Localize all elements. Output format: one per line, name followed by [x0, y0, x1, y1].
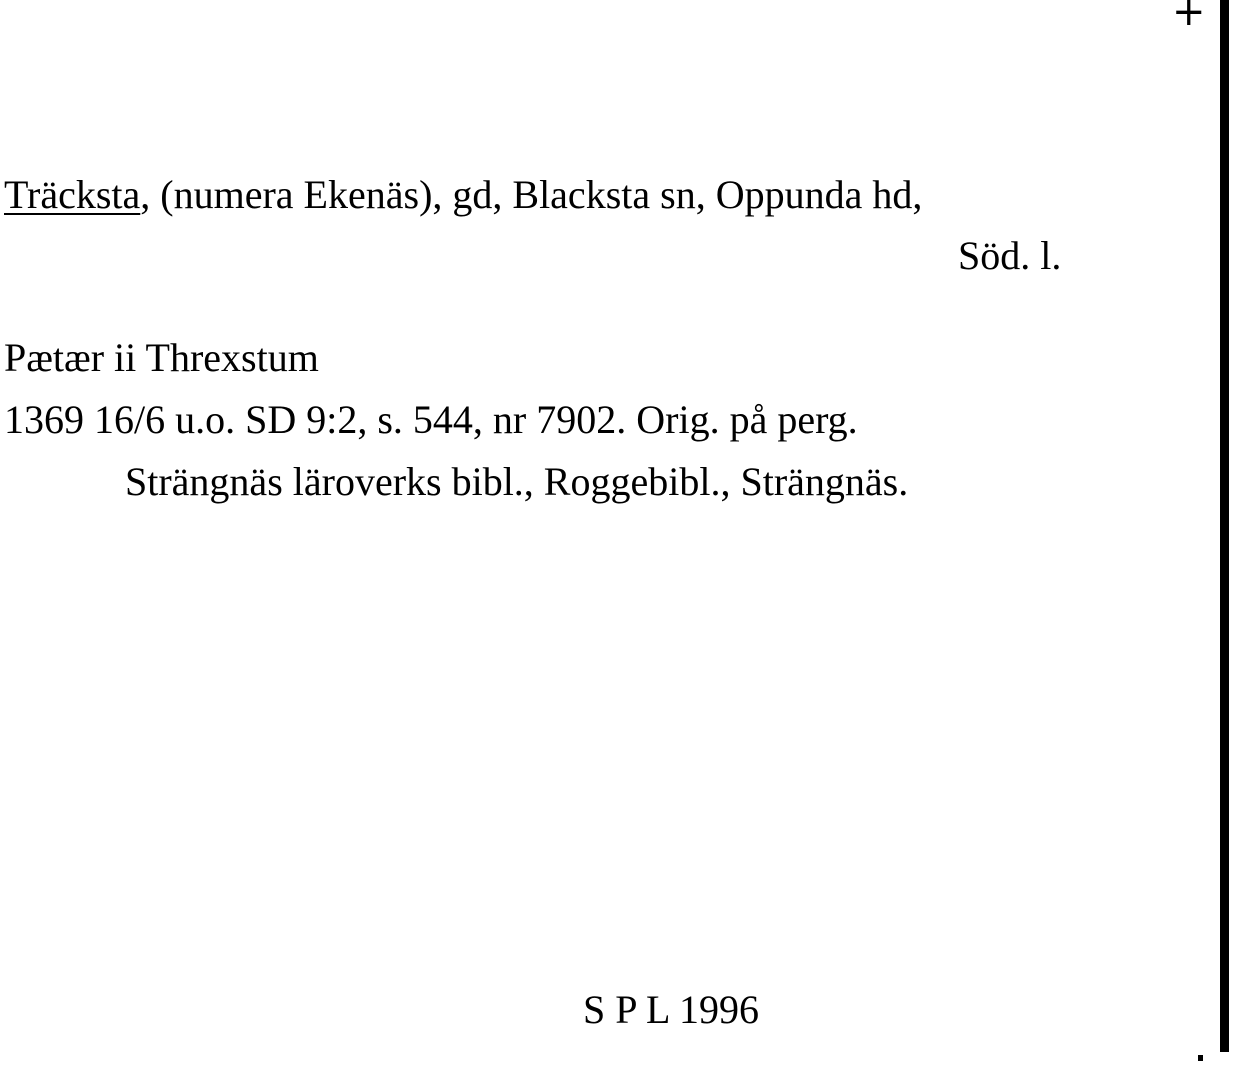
source-line: 1369 16/6 u.o. SD 9:2, s. 544, nr 7902. Orig. på perg.: [4, 397, 858, 442]
county-line: Söd. l.: [958, 233, 1062, 278]
registration-plus-mark: +: [1172, 0, 1206, 35]
place-description: , (numera Ekenäs), gd, Blacksta sn, Oppunda hd,: [140, 172, 923, 217]
archive-line: Strängnäs läroverks bibl., Roggebibl., Strängnäs.: [125, 459, 909, 504]
name-form-line: Pætær ii Threxstum: [4, 335, 319, 380]
signature-year: S P L 1996: [583, 987, 759, 1032]
place-name: Träcksta: [4, 172, 141, 217]
headword-line: [4, 172, 923, 217]
scan-edge-border: [1220, 0, 1229, 1052]
scan-edge-dot: [1198, 1055, 1203, 1061]
